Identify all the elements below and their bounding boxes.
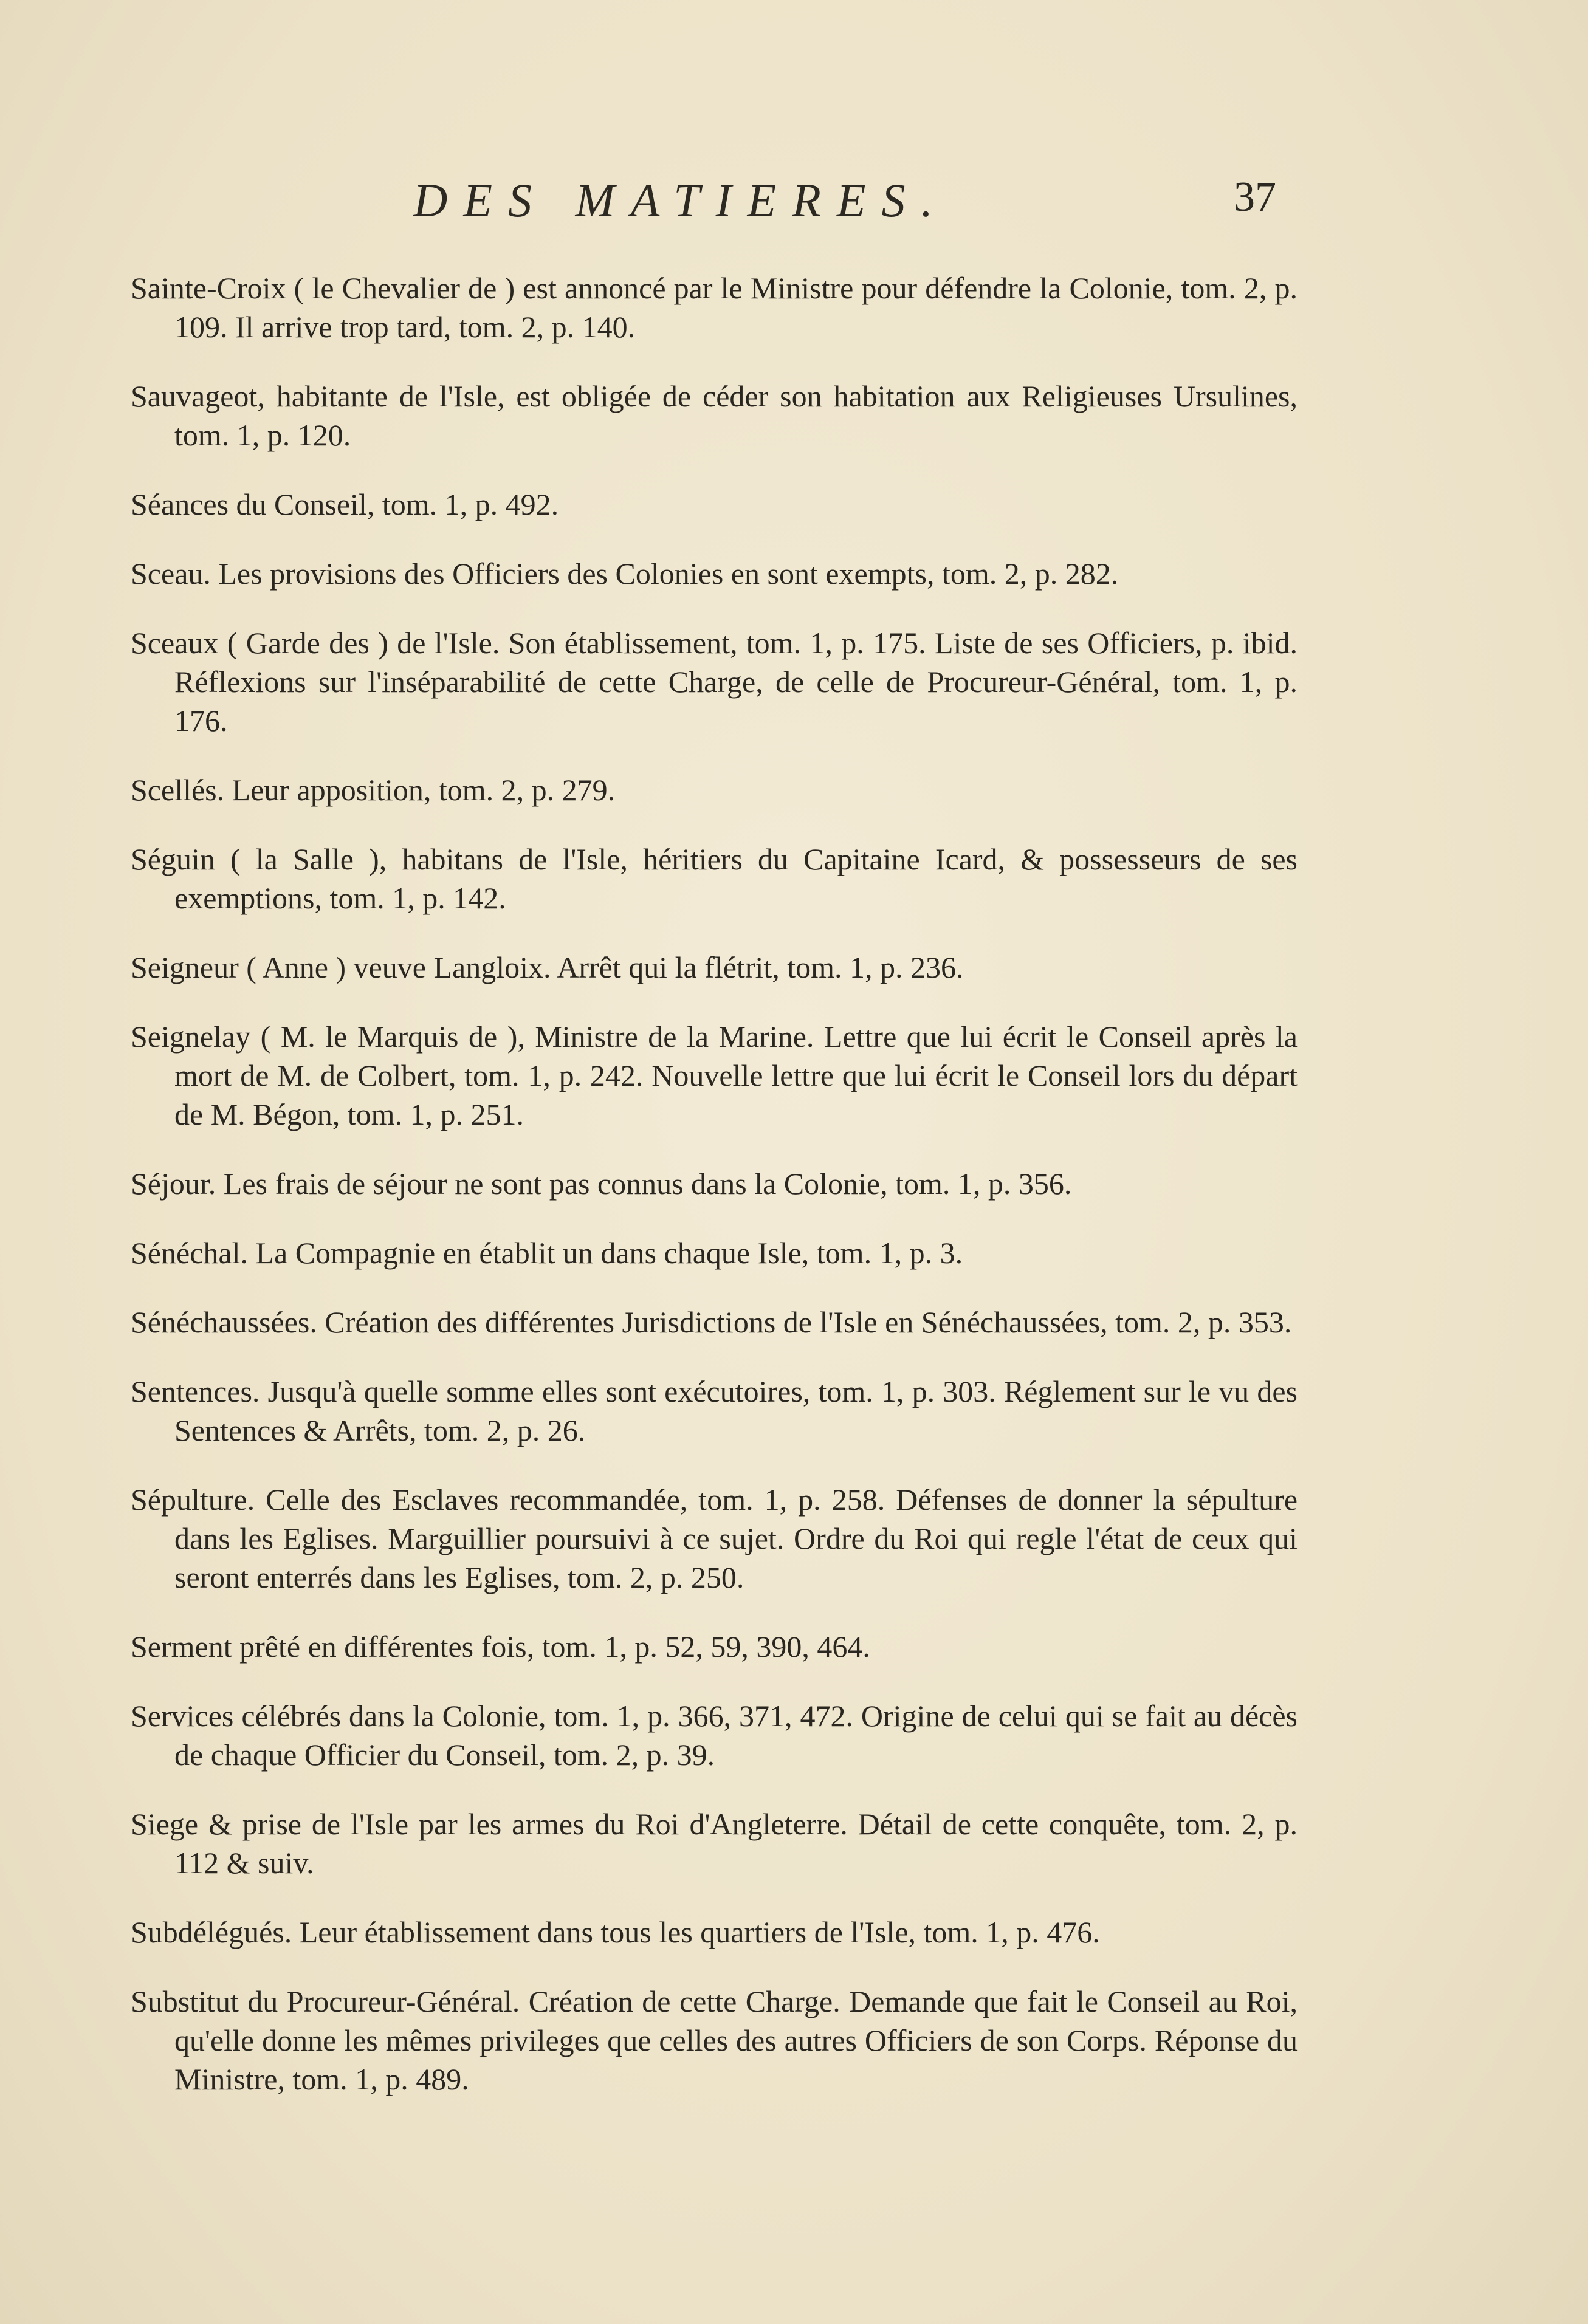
entry-headword: Subdélégués. [131,1915,292,1949]
index-entry [131,1805,1298,1882]
index-entry [131,1233,1298,1272]
entry-text: du Procureur-Général. Création de cette Charge. Demande que fait le Conseil au Roi, qu'elle donne les mêmes privileges que celles des autres Officiers de son Corps. Réponse du Ministre, tom. 1, p. 489. [174,1984,1298,2096]
entry-text: & prise de l'Isle par les armes du Roi d'Angleterre. Détail de cette conquête, tom. 2, p. 112 & suiv. [174,1807,1298,1880]
entry-headword: Séjour. [131,1167,216,1201]
index-entry [131,1982,1298,2099]
index-entry [131,1696,1298,1774]
index-entry [131,948,1298,987]
index-entry [131,1913,1298,1952]
index-entry [131,840,1298,917]
entry-text: Jusqu'à quelle somme elles sont exécutoires, tom. 1, p. 303. Réglement sur le vu des Sentences & Arrêts, tom. 2, p. 26. [174,1374,1298,1447]
entry-text: Les provisions des Officiers des Colonies en sont exempts, tom. 2, p. 282. [218,557,1119,591]
entry-headword: Scellés. [131,773,225,807]
entry-text: Création des différentes Jurisdictions de l'Isle en Sénéchaussées, tom. 2, p. 353. [325,1305,1292,1339]
entry-headword: Seigneur [131,950,239,984]
page-number: 37 [1234,174,1276,221]
entry-headword: Sauvageot, [131,379,265,413]
entry-text: célébrés dans la Colonie, tom. 1, p. 366, 371, 472. Origine de celui qui se fait au décès de chaque Officier du Conseil, tom. 2, p. 39. [174,1699,1298,1772]
entry-headword: Séances [131,487,229,521]
index-entry [131,1372,1298,1450]
entry-text: Leur apposition, tom. 2, p. 279. [232,773,616,807]
entry-text: Celle des Esclaves recommandée, tom. 1, p. 258. Défenses de donner la sépulture dans les Eglises. Marguillier poursuivi à ce sujet. Ordre du Roi qui regle l'état de ceux qui seront enterrés dans les Eglises, tom. 2, p. 250. [174,1482,1298,1594]
entry-headword: Sainte-Croix [131,271,286,305]
entry-headword: Séguin [131,842,215,876]
entry-headword: Sceaux [131,626,219,660]
entry-headword: Sceau. [131,557,211,591]
entry-headword: Services [131,1699,234,1733]
index-entry [131,269,1298,346]
index-entry [131,770,1298,809]
entry-text: La Compagnie en établit un dans chaque Isle, tom. 1, p. 3. [255,1236,963,1270]
entry-text: Leur établissement dans tous les quartiers de l'Isle, tom. 1, p. 476. [299,1915,1100,1949]
page-header [413,173,1276,228]
entry-text: ( le Chevalier de ) est annoncé par le Ministre pour défendre la Colonie, tom. 2, p. 109. Il arrive trop tard, tom. 2, p. 140. [174,271,1298,344]
entry-text: ( Garde des ) de l'Isle. Son établissement, tom. 1, p. 175. Liste de ses Officiers, p. ibid. Réflexions sur l'inséparabilité de cette Charge, de celle de Procureur-Général, tom. 1, p. 176. [174,626,1298,738]
entry-text: du Conseil, tom. 1, p. 492. [236,487,559,521]
entry-headword: Sentences. [131,1374,260,1408]
index-entry [131,623,1298,740]
entry-headword: Sépulture. [131,1482,255,1517]
entry-headword: Sénéchaussées. [131,1305,317,1339]
entry-headword: Seignelay [131,1020,251,1054]
index-entry [131,1303,1298,1342]
index-entry [131,1627,1298,1666]
entry-text: habitante de l'Isle, est obligée de céder son habitation aux Religieuses Ursulines, tom. 1, p. 120. [174,379,1298,452]
index-entry [131,377,1298,454]
index-entry [131,1164,1298,1203]
entry-headword: Serment [131,1630,232,1664]
index-entry [131,554,1298,593]
entry-text: ( Anne ) veuve Langloix. Arrêt qui la flétrit, tom. 1, p. 236. [246,950,964,984]
entry-text: ( M. le Marquis de ), Ministre de la Marine. Lettre que lui écrit le Conseil après la mort de M. de Colbert, tom. 1, p. 242. Nouvelle lettre que lui écrit le Conseil lors du départ de M. Bégon, tom. 1, p. 251. [174,1020,1298,1131]
entry-text: prêté en différentes fois, tom. 1, p. 52, 59, 390, 464. [239,1630,870,1664]
entry-text: Les frais de séjour ne sont pas connus dans la Colonie, tom. 1, p. 356. [223,1167,1072,1201]
running-title: DES MATIERES. [413,174,949,227]
entry-text: ( la Salle ), habitans de l'Isle, héritiers du Capitaine Icard, & possesseurs de ses exemptions, tom. 1, p. 142. [174,842,1298,915]
index-entry [131,1480,1298,1597]
entry-headword: Substitut [131,1984,239,2018]
index-entries [131,238,1298,2106]
index-entry [131,485,1298,524]
entry-headword: Sénéchal. [131,1236,248,1270]
index-entry [131,1017,1298,1134]
entry-headword: Siege [131,1807,199,1841]
